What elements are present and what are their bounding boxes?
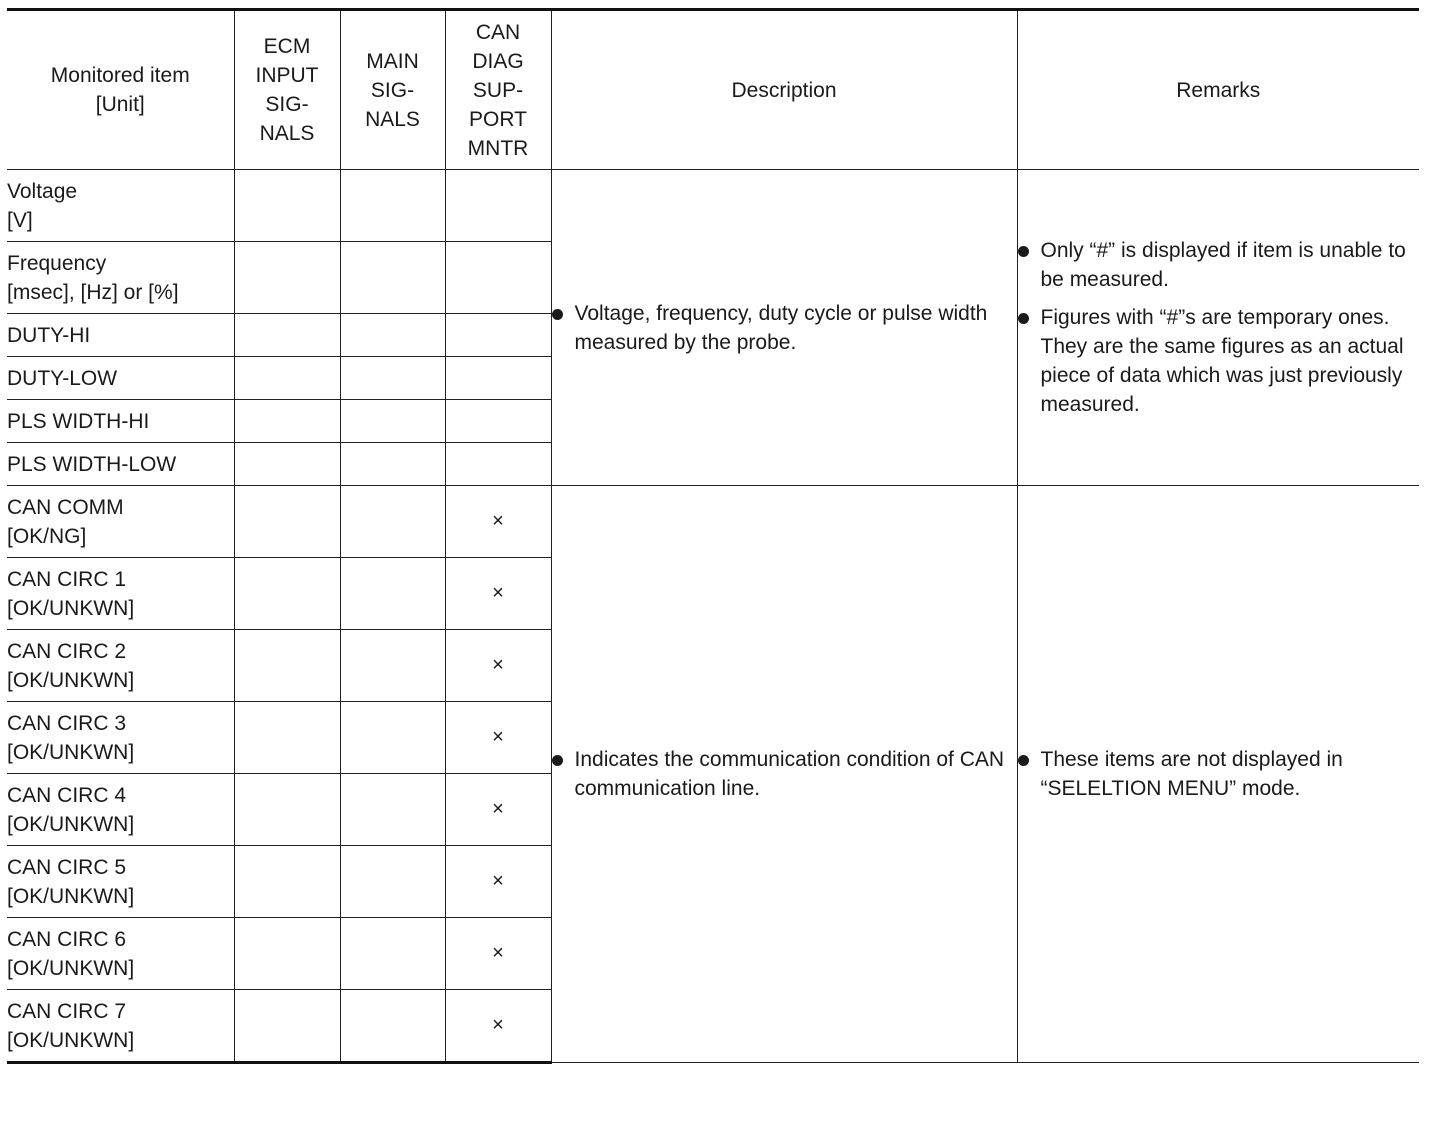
remark-bullet: Figures with “#”s are temporary ones. They are the same figures as an actual piece of data which was just previously measured. xyxy=(1018,303,1420,419)
description-bullet: Voltage, frequency, duty cycle or pulse width measured by the probe. xyxy=(552,299,1017,357)
table-row xyxy=(7,486,1419,558)
table-row xyxy=(7,170,1419,242)
item-unit: [OK/UNKWN] xyxy=(7,740,135,764)
ecm-cell xyxy=(234,314,340,357)
item-name: PLS WIDTH-HI xyxy=(7,409,150,433)
item-unit: [OK/NG] xyxy=(7,524,87,548)
main-cell xyxy=(340,314,445,357)
can-diag-cell xyxy=(445,443,551,486)
bullet-dot-icon xyxy=(552,309,563,320)
description-bullet: Indicates the communication condition of CAN communication line. xyxy=(552,745,1017,803)
remarks-cell xyxy=(1017,486,1419,1063)
ecm-cell xyxy=(234,990,340,1063)
can-diag-mark: × xyxy=(445,702,551,774)
ecm-cell xyxy=(234,846,340,918)
remarks-cell xyxy=(1017,170,1419,486)
main-cell xyxy=(340,357,445,400)
item-name: CAN CIRC 7 xyxy=(7,999,127,1023)
item-name: CAN CIRC 3 xyxy=(7,711,127,735)
ecm-cell xyxy=(234,630,340,702)
header-description: Description xyxy=(551,10,1017,170)
main-cell xyxy=(340,558,445,630)
item-cell xyxy=(7,486,234,558)
ecm-cell xyxy=(234,486,340,558)
item-cell xyxy=(7,357,234,400)
can-diag-mark: × xyxy=(445,630,551,702)
item-cell xyxy=(7,630,234,702)
can-diag-cell xyxy=(445,357,551,400)
item-cell xyxy=(7,242,234,314)
item-name: CAN CIRC 5 xyxy=(7,855,127,879)
item-unit: [msec], [Hz] or [%] xyxy=(7,280,179,304)
remark-bullet: Only “#” is displayed if item is unable to be measured. xyxy=(1018,236,1420,294)
item-cell xyxy=(7,558,234,630)
ecm-cell xyxy=(234,918,340,990)
item-cell xyxy=(7,846,234,918)
main-cell xyxy=(340,242,445,314)
can-diag-mark: × xyxy=(445,486,551,558)
can-diag-mark: × xyxy=(445,774,551,846)
item-cell xyxy=(7,702,234,774)
header-ecm-input-signals: ECM INPUT SIG- NALS xyxy=(234,10,340,170)
bullet-dot-icon xyxy=(552,755,563,766)
item-name: CAN CIRC 6 xyxy=(7,927,127,951)
can-diag-mark: × xyxy=(445,918,551,990)
can-diag-mark: × xyxy=(445,558,551,630)
item-cell xyxy=(7,918,234,990)
description-cell xyxy=(551,486,1017,1063)
item-unit: [OK/UNKWN] xyxy=(7,1028,135,1052)
item-name: CAN CIRC 4 xyxy=(7,783,127,807)
item-cell xyxy=(7,400,234,443)
main-cell xyxy=(340,918,445,990)
main-cell xyxy=(340,702,445,774)
description-cell xyxy=(551,170,1017,486)
main-cell xyxy=(340,443,445,486)
item-unit: [V] xyxy=(7,208,33,232)
item-cell xyxy=(7,990,234,1063)
ecm-cell xyxy=(234,774,340,846)
ecm-cell xyxy=(234,242,340,314)
item-name: DUTY-HI xyxy=(7,323,91,347)
can-diag-mark: × xyxy=(445,990,551,1063)
can-diag-mark: × xyxy=(445,846,551,918)
item-name: CAN COMM xyxy=(7,495,124,519)
item-cell xyxy=(7,774,234,846)
item-cell xyxy=(7,443,234,486)
ecm-cell xyxy=(234,170,340,242)
item-unit: [OK/UNKWN] xyxy=(7,812,135,836)
header-remarks: Remarks xyxy=(1017,10,1419,170)
item-unit: [OK/UNKWN] xyxy=(7,884,135,908)
ecm-cell xyxy=(234,443,340,486)
item-name: Frequency xyxy=(7,251,107,275)
item-name: PLS WIDTH-LOW xyxy=(7,452,177,476)
main-cell xyxy=(340,990,445,1063)
header-monitored-item: Monitored item [Unit] xyxy=(7,10,234,170)
item-cell xyxy=(7,170,234,242)
bullet-dot-icon xyxy=(1018,313,1029,324)
ecm-cell xyxy=(234,400,340,443)
can-diag-cell xyxy=(445,242,551,314)
item-unit: [OK/UNKWN] xyxy=(7,596,135,620)
item-name: Voltage xyxy=(7,179,78,203)
bullet-dot-icon xyxy=(1018,755,1029,766)
ecm-cell xyxy=(234,702,340,774)
header-row xyxy=(7,10,1419,170)
monitor-item-table xyxy=(7,8,1419,1064)
ecm-cell xyxy=(234,558,340,630)
header-can-diag-support-mntr: CAN DIAG SUP- PORT MNTR xyxy=(445,10,551,170)
can-diag-cell xyxy=(445,170,551,242)
item-unit: [OK/UNKWN] xyxy=(7,956,135,980)
item-unit: [OK/UNKWN] xyxy=(7,668,135,692)
item-name: CAN CIRC 1 xyxy=(7,567,127,591)
can-diag-cell xyxy=(445,400,551,443)
remark-bullet: These items are not displayed in “SELELTION MENU” mode. xyxy=(1018,745,1420,803)
item-name: CAN CIRC 2 xyxy=(7,639,127,663)
header-main-signals: MAIN SIG- NALS xyxy=(340,10,445,170)
main-cell xyxy=(340,774,445,846)
item-cell xyxy=(7,314,234,357)
bullet-dot-icon xyxy=(1018,246,1029,257)
item-name: DUTY-LOW xyxy=(7,366,118,390)
ecm-cell xyxy=(234,357,340,400)
main-cell xyxy=(340,400,445,443)
can-diag-cell xyxy=(445,314,551,357)
main-cell xyxy=(340,170,445,242)
main-cell xyxy=(340,486,445,558)
main-cell xyxy=(340,630,445,702)
main-cell xyxy=(340,846,445,918)
